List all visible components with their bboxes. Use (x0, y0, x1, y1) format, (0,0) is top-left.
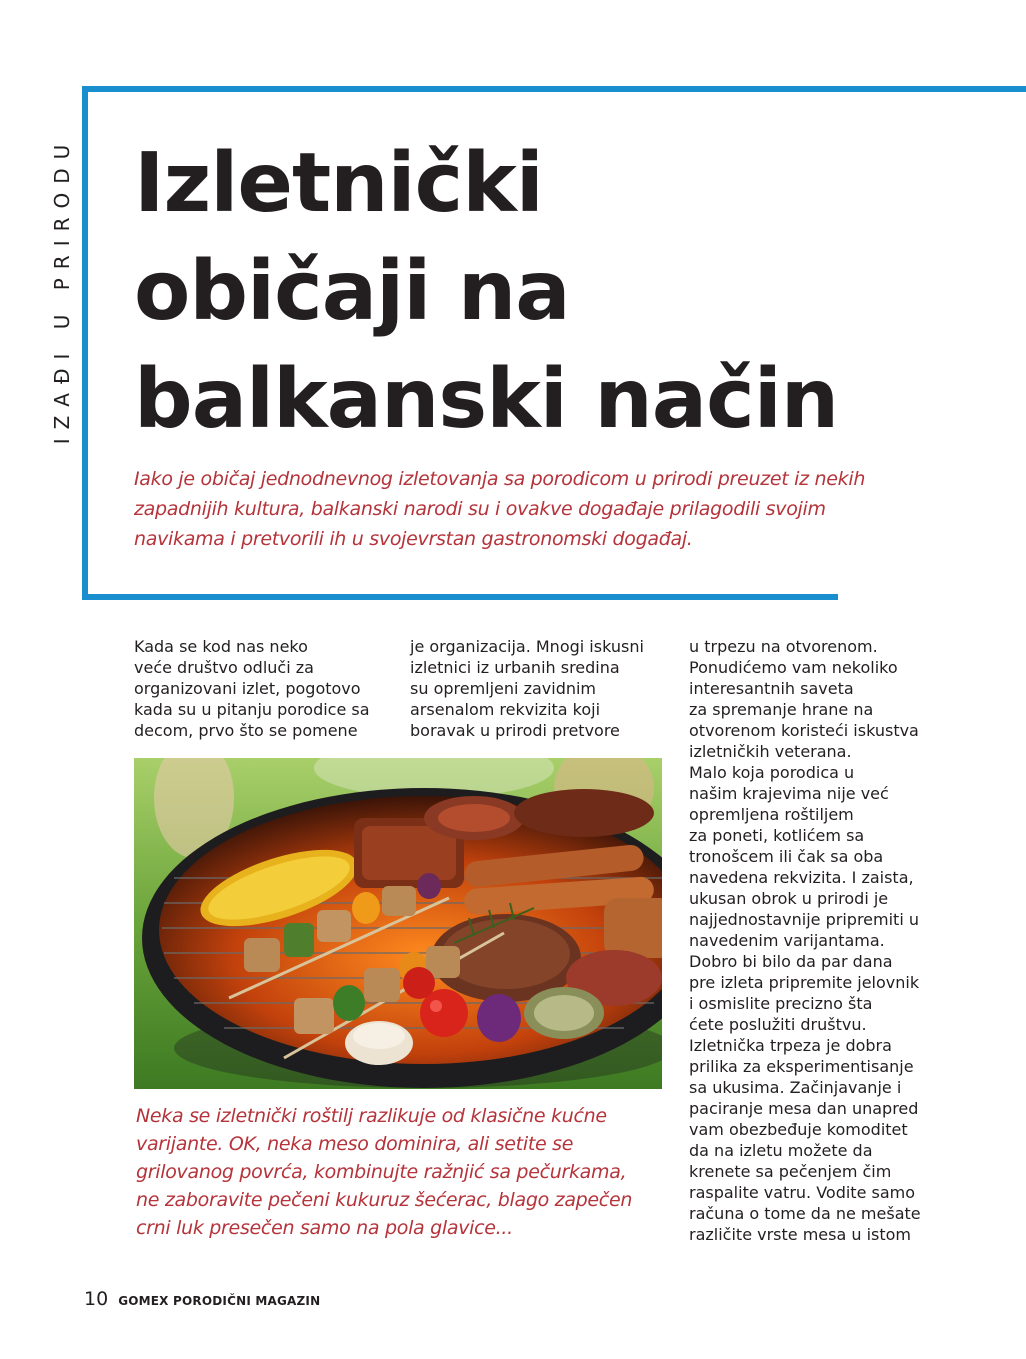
body-column-3 (689, 636, 921, 1245)
frame-left-border (82, 86, 88, 600)
frame-top-border (82, 86, 1026, 92)
barbecue-grill-photo (134, 758, 662, 1089)
body-line: ukusan obrok u prirodi je (689, 889, 889, 908)
section-label: IZAĐI U PRIRODU (50, 135, 74, 445)
body-line: i osmislite precizno šta (689, 994, 873, 1013)
body-column-1 (134, 636, 370, 741)
body-line: je organizacija. Mnogi iskusni (410, 637, 644, 656)
article-title (134, 130, 994, 454)
body-line: organizovani izlet, pogotovo (134, 679, 361, 698)
body-line: paciranje mesa dan unapred (689, 1099, 919, 1118)
body-line: krenete sa pečenjem čim (689, 1162, 892, 1181)
body-line: kada su u pitanju porodice sa (134, 700, 370, 719)
body-line: su opremljeni zavidnim (410, 679, 597, 698)
body-line: Izletnička trpeza je dobra (689, 1036, 892, 1055)
body-line: Kada se kod nas neko (134, 637, 308, 656)
body-line: različite vrste mesa u istom (689, 1225, 912, 1244)
body-line: Ponudićemo vam nekoliko (689, 658, 898, 677)
body-line: sa ukusima. Začinjavanje i (689, 1078, 902, 1097)
frame-bottom-border (82, 594, 838, 600)
lead-paragraph (134, 464, 934, 554)
body-line: tronošcem ili čak sa oba (689, 847, 884, 866)
body-line: da na izletu možete da (689, 1141, 873, 1160)
body-line: boravak u prirodi pretvore (410, 721, 620, 740)
body-line: navedenim varijantama. (689, 931, 885, 950)
body-line: najjednostavnije pripremiti u (689, 910, 919, 929)
caption-line: varijante. OK, neka meso dominira, ali setite se (136, 1133, 574, 1155)
body-line: opremljena roštiljem (689, 805, 854, 824)
title-line: Izletnički (134, 136, 543, 231)
body-line: ćete poslužiti društvu. (689, 1015, 867, 1034)
body-column-2 (410, 636, 644, 741)
body-line: vam obezbeđuje komoditet (689, 1120, 908, 1139)
body-line: prilika za eksperimentisanje (689, 1057, 914, 1076)
body-line: izletničkih veterana. (689, 742, 852, 761)
body-line: arsenalom rekvizita koji (410, 700, 601, 719)
body-line: raspalite vatru. Vodite samo (689, 1183, 916, 1202)
photo-caption (136, 1102, 666, 1242)
body-line: Malo koja porodica u (689, 763, 855, 782)
lead-line: zapadnijih kultura, balkanski narodi su i ovakve događaje prilagodili svojim (134, 498, 826, 520)
body-line: za poneti, kotlićem sa (689, 826, 865, 845)
lead-line: Iako je običaj jednodnevnog izletovanja sa porodicom u prirodi preuzet iz nekih (134, 468, 866, 490)
body-line: otvorenom koristeći iskustva (689, 721, 919, 740)
title-line: balkanski način (134, 352, 839, 447)
magazine-name: GOMEX PORODIČNI MAGAZIN (118, 1294, 321, 1308)
caption-line: grilovanog povrća, kombinujte ražnjić sa pečurkama, (136, 1161, 627, 1183)
body-line: za spremanje hrane na (689, 700, 874, 719)
page-footer (84, 1288, 320, 1310)
body-line: izletnici iz urbanih sredina (410, 658, 620, 677)
body-line: u trpezu na otvorenom. (689, 637, 878, 656)
title-line: običaji na (134, 244, 570, 339)
body-line: Dobro bi bilo da par dana (689, 952, 893, 971)
body-line: decom, prvo što se pomene (134, 721, 358, 740)
body-line: računa o tome da ne mešate (689, 1204, 921, 1223)
caption-line: crni luk presečen samo na pola glavice... (136, 1217, 513, 1239)
body-line: interesantnih saveta (689, 679, 854, 698)
lead-line: navikama i pretvorili ih u svojevrstan gastronomski događaj. (134, 528, 693, 550)
body-line: veće društvo odluči za (134, 658, 314, 677)
page-number: 10 (84, 1288, 109, 1310)
body-line: našim krajevima nije već (689, 784, 889, 803)
caption-line: ne zaboravite pečeni kukuruz šećerac, blago zapečen (136, 1189, 633, 1211)
body-line: navedena rekvizita. I zaista, (689, 868, 914, 887)
body-line: pre izleta pripremite jelovnik (689, 973, 920, 992)
caption-line: Neka se izletnički roštilj razlikuje od klasične kućne (136, 1105, 607, 1127)
